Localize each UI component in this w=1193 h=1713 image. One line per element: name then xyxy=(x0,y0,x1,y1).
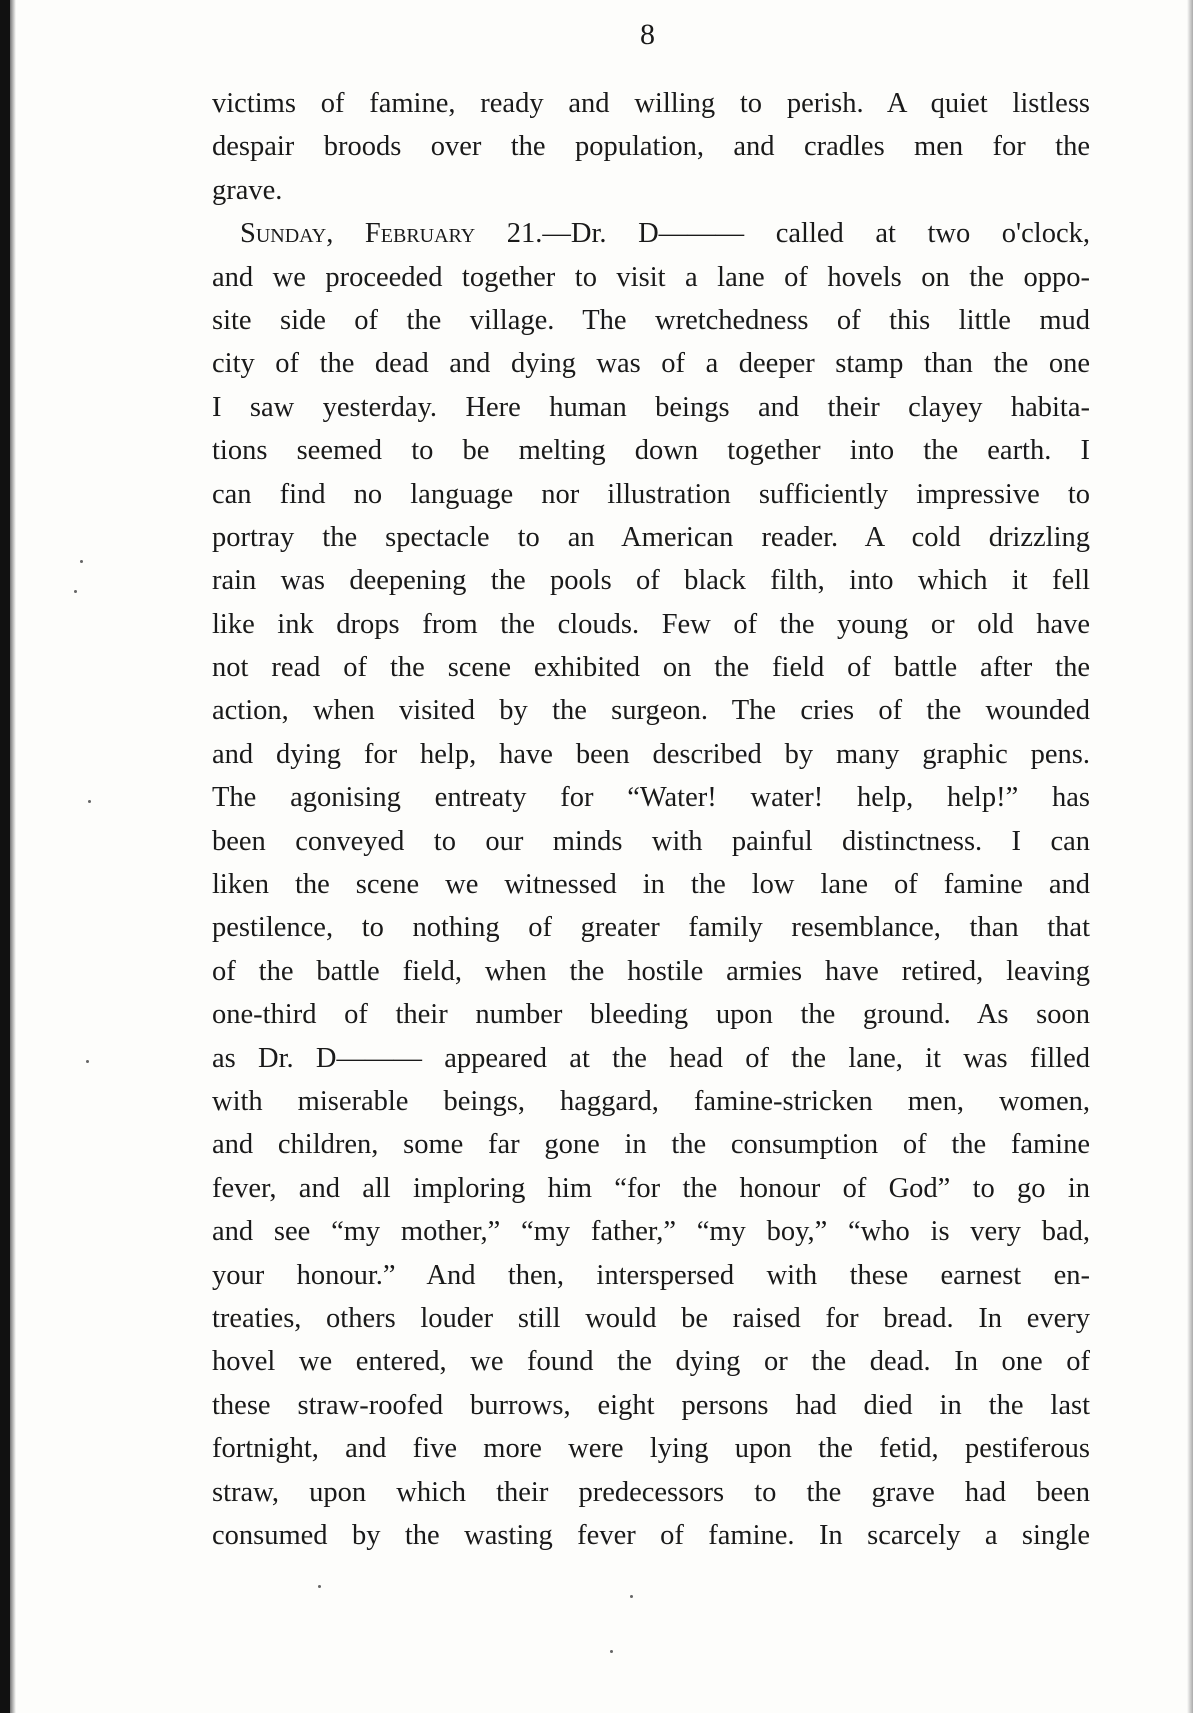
entry-date: Sunday, February 21. xyxy=(240,218,543,250)
text-line: tions seemed to be melting down together into the earth. I xyxy=(212,435,1090,467)
text-line: and children, some far gone in the consumption of the famine xyxy=(212,1129,1090,1161)
speck xyxy=(74,590,77,593)
text-line: like ink drops from the clouds. Few of the young or old have xyxy=(212,608,1090,640)
text-line: site side of the village. The wretchedness of this little mud xyxy=(212,304,1090,336)
binding-edge xyxy=(0,0,10,1713)
text-line: despair broods over the population, and cradles men for the xyxy=(212,131,1090,163)
text-line: rain was deepening the pools of black filth, into which it fell xyxy=(212,565,1090,597)
text-line: pestilence, to nothing of greater family resemblance, than that xyxy=(212,912,1090,944)
text-line: one-third of their number bleeding upon the ground. As soon xyxy=(212,999,1090,1031)
text-line: as Dr. D——— appeared at the head of the lane, it was filled xyxy=(212,1042,1090,1074)
page-right-edge xyxy=(1187,0,1193,1713)
text-line: and we proceeded together to visit a lane of hovels on the oppo- xyxy=(212,261,1090,293)
text-line: treaties, others louder still would be raised for bread. In every xyxy=(212,1302,1090,1334)
text-line: of the battle field, when the hostile armies have retired, leaving xyxy=(212,955,1090,987)
text-line: these straw-roofed burrows, eight persons had died in the last xyxy=(212,1389,1090,1421)
text-line: with miserable beings, haggard, famine-stricken men, women, xyxy=(212,1085,1090,1117)
speck xyxy=(80,560,83,563)
text-line: The agonising entreaty for “Water! water! help, help!” has xyxy=(212,782,1090,814)
text-line: grave. xyxy=(212,174,283,206)
speck xyxy=(610,1650,613,1653)
text-line: action, when visited by the surgeon. The cries of the wounded xyxy=(212,695,1090,727)
text-line: fever, and all imploring him “for the honour of God” to go in xyxy=(212,1172,1090,1204)
text-line: been conveyed to our minds with painful distinctness. I can xyxy=(212,825,1090,857)
speck xyxy=(630,1595,633,1598)
text-line: fortnight, and five more were lying upon the fetid, pestiferous xyxy=(212,1433,1090,1465)
text-line: and dying for help, have been described by many graphic pens. xyxy=(212,738,1090,770)
text-line: straw, upon which their predecessors to the grave had been xyxy=(212,1476,1090,1508)
text-line-entry-start xyxy=(212,212,1090,255)
text-line: not read of the scene exhibited on the field of battle after the xyxy=(212,652,1090,684)
body-text xyxy=(212,82,1090,1557)
speck xyxy=(318,1585,321,1588)
text-line: can find no language nor illustration sufficiently impressive to xyxy=(212,478,1090,510)
speck xyxy=(86,1060,89,1063)
text-line: liken the scene we witnessed in the low lane of famine and xyxy=(212,869,1090,901)
entry-text: —Dr. D——— called at two o'clock, xyxy=(542,218,1090,250)
page-number: 8 xyxy=(640,18,655,51)
text-line: I saw yesterday. Here human beings and their clayey habita- xyxy=(212,391,1090,423)
text-line: and see “my mother,” “my father,” “my boy,” “who is very bad, xyxy=(212,1216,1090,1248)
text-line: consumed by the wasting fever of famine. In scarcely a single xyxy=(212,1519,1090,1551)
text-line: portray the spectacle to an American reader. A cold drizzling xyxy=(212,521,1090,553)
text-line: your honour.” And then, interspersed with these earnest en- xyxy=(212,1259,1090,1291)
speck xyxy=(88,800,91,803)
text-line: hovel we entered, we found the dying or the dead. In one of xyxy=(212,1346,1090,1378)
binding-shadow xyxy=(10,0,16,1713)
text-line: victims of famine, ready and willing to perish. A quiet listless xyxy=(212,88,1090,119)
text-line: city of the dead and dying was of a deeper stamp than the one xyxy=(212,348,1090,380)
